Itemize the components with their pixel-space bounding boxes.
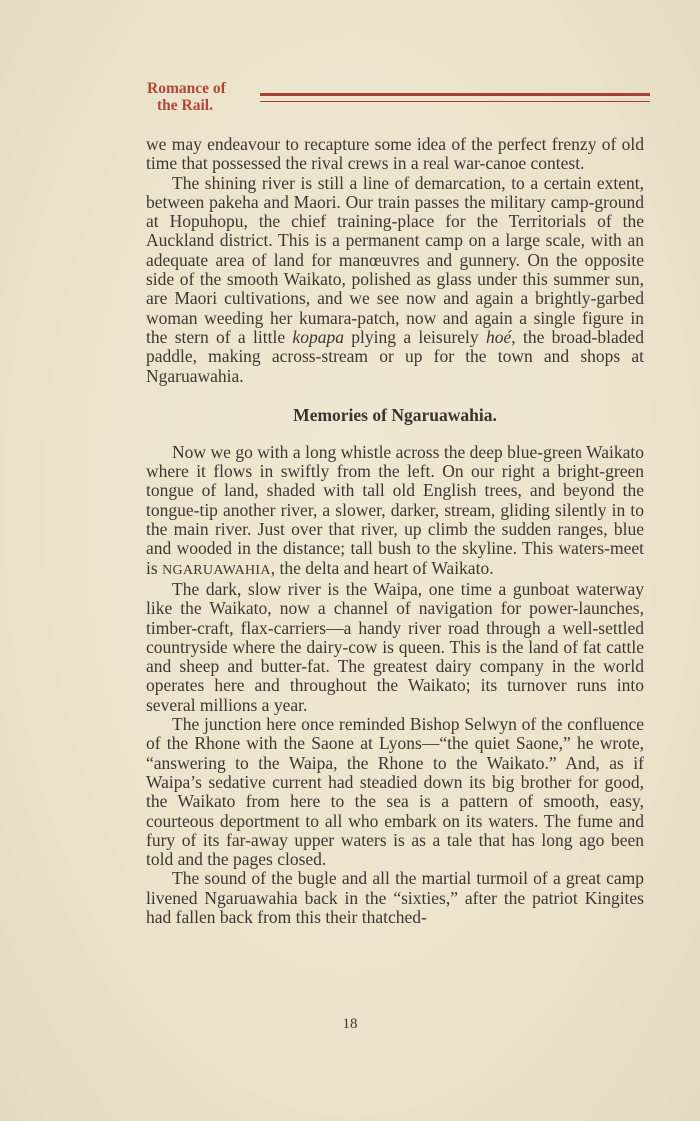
paragraph-5-text: The junction here once reminded Bishop Selwyn of the confluence of the Rhone with the Saone at Lyons—“the quiet Saone,” he wrote, “answering to the Waipa, the Rhone to the Waikato.” And, as if Waipa’s sedative current had steadied down its big brother for good, the Waikato from here to the sea is a pattern of smooth, easy, courteous deportment to all who embark on its waters. The fume and fury of its far-away upper waters is as a tale that has long ago been told and the pages closed. xyxy=(146,714,644,870)
page-number: 18 xyxy=(342,1016,358,1032)
paragraph-4 xyxy=(146,580,644,715)
body-text xyxy=(146,135,644,927)
running-head xyxy=(147,80,657,116)
paragraph-6-text: The sound of the bugle and all the martial turmoil of a great camp livened Ngaruawahia back in the “sixties,” after the patriot Kingites had fallen back from this their thatched- xyxy=(146,868,644,927)
paragraph-6 xyxy=(146,869,644,927)
paragraph-5 xyxy=(146,715,644,869)
paragraph-2-text-c: , the broad-bladed paddle, making across-stream or up for the town and shops at Ngaruawahia. xyxy=(146,326,644,386)
paragraph-3 xyxy=(146,443,644,580)
paragraph-2-italic-kopapa: kopapa xyxy=(292,326,344,347)
paragraph-2 xyxy=(146,174,644,386)
header-rule-thick xyxy=(260,93,650,96)
paragraph-4-text: The dark, slow river is the Waipa, one time a gunboat waterway like the Waikato, now a channel of navigation for power-launches, timber-craft, flax-carriers—a handy river road through a well-settled countryside where the dairy-cow is queen. This is the land of fat cattle and sheep and butter-fat. The greatest dairy company in the world operates here and throughout the Waikato; its turnover runs into several millions a year. xyxy=(146,578,644,715)
header-rule-thin xyxy=(260,101,650,102)
running-head-line-1: Romance of xyxy=(147,80,226,97)
paragraph-2-italic-hoe: hoé xyxy=(485,326,512,347)
paragraph-1 xyxy=(146,135,644,174)
running-head-line-2: the Rail. xyxy=(157,97,213,114)
paragraph-3-small-caps: NGARUAWAHIA xyxy=(162,562,271,578)
paragraph-3-text-a: Now we go with a long whistle across the deep blue-green Waikato where it flows in swiftly from the left. On our right a bright-green tongue of land, shaded with tall old English trees, and beyond the tongue-tip another river, a slower, darker, stream, gliding silently in to the main river. Just over that river, up climb the sudden ranges, blue and wooded in the distance; tall bush to the skyline. This waters-meet is xyxy=(146,441,644,578)
paragraph-2-text-b: plying a leisurely xyxy=(343,326,486,347)
section-heading: Memories of Ngaruawahia. xyxy=(293,404,497,425)
running-head-title xyxy=(147,80,226,114)
paragraph-2-text-a: The shining river is still a line of demarcation, to a certain extent, between pakeha and Maori. Our train passes the military camp-ground at Hopuhopu, the chief training-place for the Territorials of the Auckland district. This is a permanent camp on a large scale, with an adequate area of land for manœuvres and gunnery. On the opposite side of the smooth Waikato, polished as glass under this summer sun, are Maori cultivations, and we see now and again a brightly-garbed woman weeding her kumara-patch, now and again a single figure in the stern of a little xyxy=(146,172,644,347)
paragraph-3-text-b: , the delta and heart of Waikato. xyxy=(270,557,494,578)
paragraph-1-text: we may endeavour to recapture some idea of the perfect frenzy of old time that possessed the rival crews in a real war-canoe contest. xyxy=(146,134,644,174)
